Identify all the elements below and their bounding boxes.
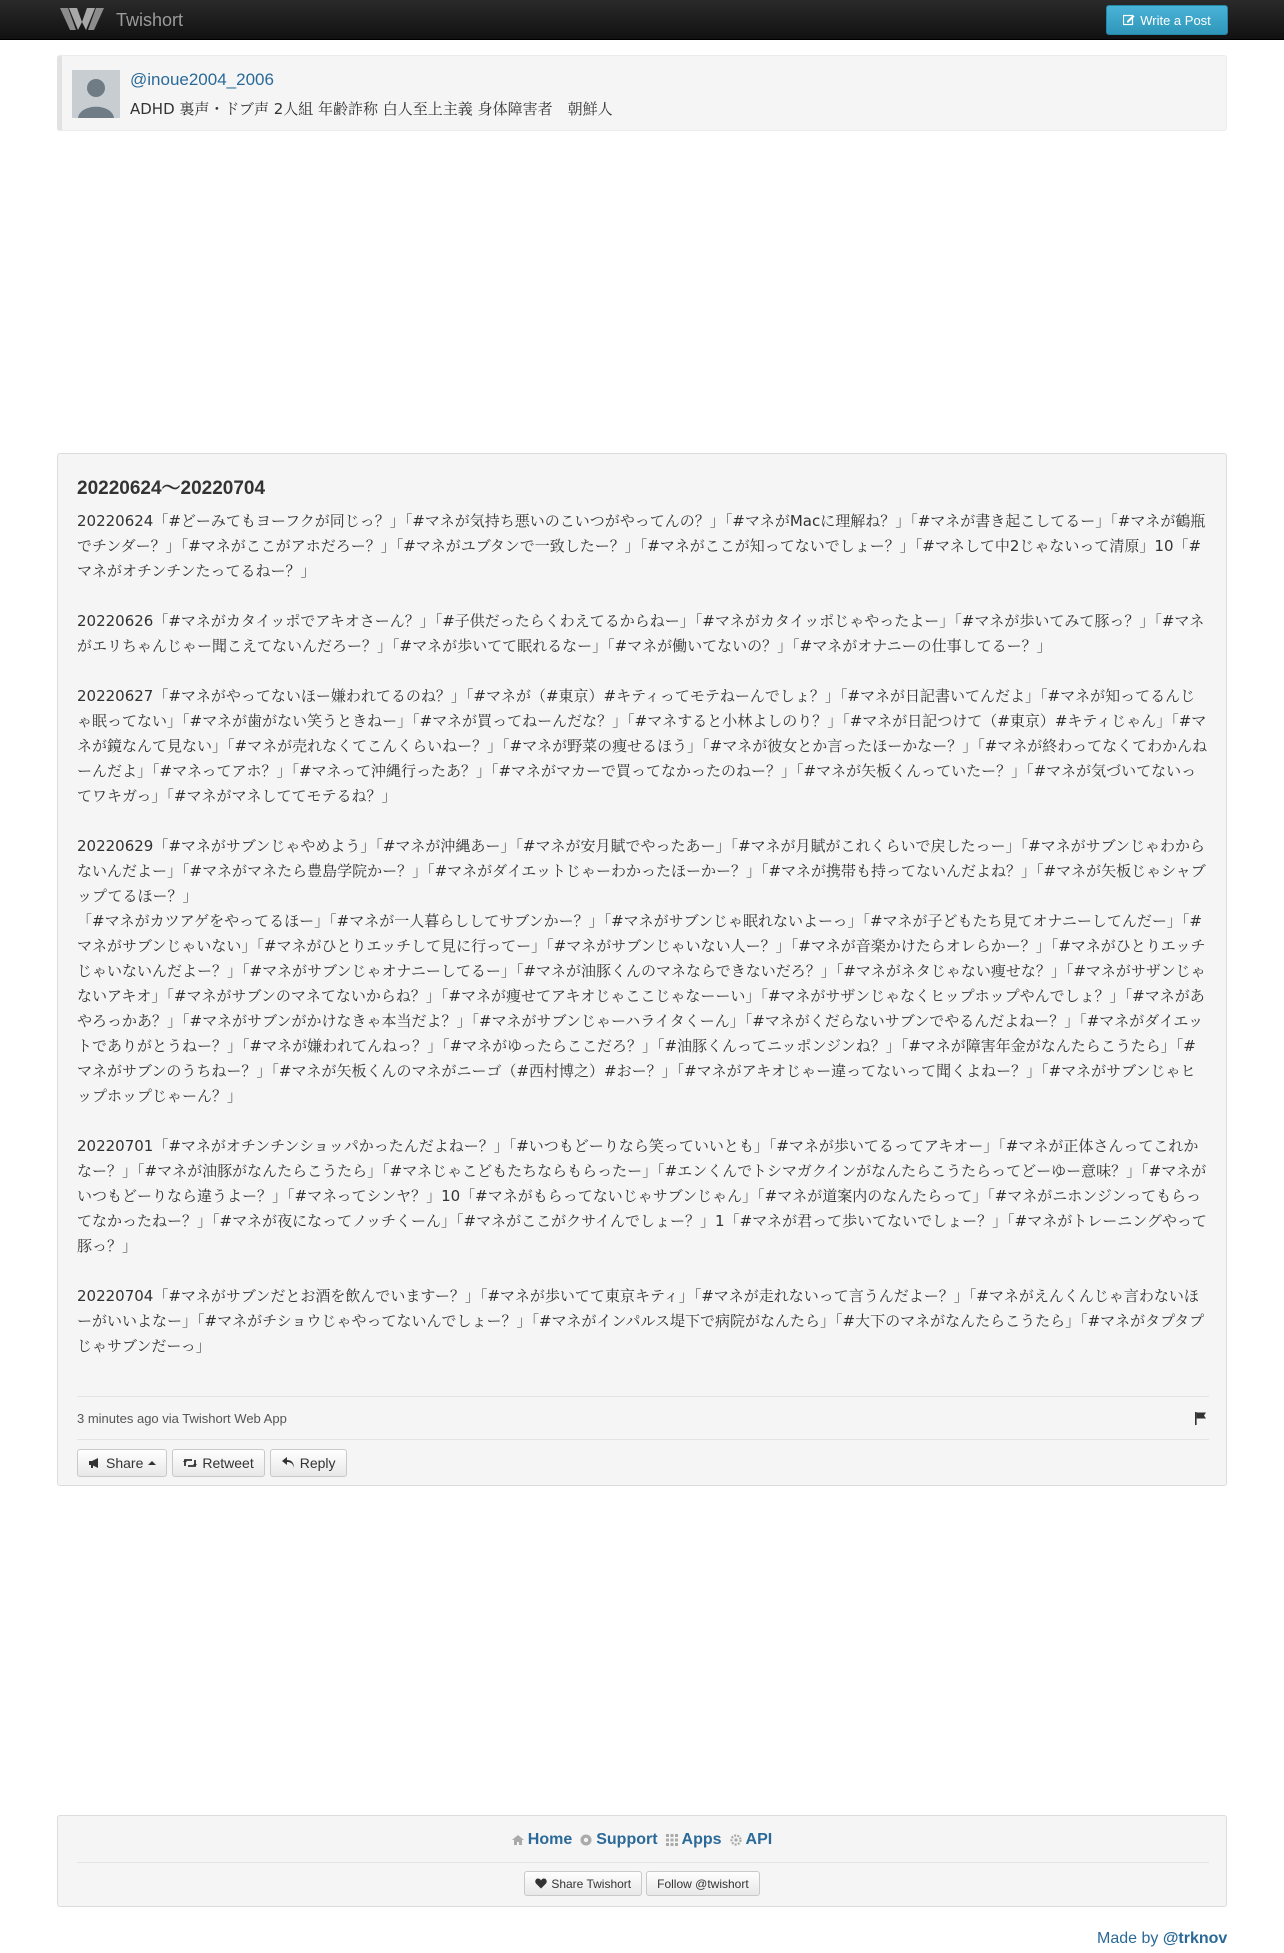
footer-api-label: API xyxy=(745,1831,773,1848)
share-button[interactable] xyxy=(77,1449,167,1477)
reply-label: Reply xyxy=(299,1455,336,1471)
author-name: @trknov xyxy=(1162,1930,1228,1947)
footer-support-link[interactable] xyxy=(580,1831,657,1849)
footer-apps-link[interactable] xyxy=(666,1831,722,1849)
flag-icon[interactable] xyxy=(1194,1411,1208,1425)
retweet-button[interactable] xyxy=(172,1449,264,1477)
divider xyxy=(77,1396,1209,1397)
share-twishort-button[interactable] xyxy=(524,1871,642,1896)
footer-nav xyxy=(58,1831,1226,1849)
footer xyxy=(57,1815,1227,1907)
divider xyxy=(77,1439,1209,1440)
user-handle-link[interactable]: @inoue2004_2006 xyxy=(130,70,274,89)
post-title: 20220624～20220704 xyxy=(77,478,266,499)
post-card xyxy=(57,453,1227,1486)
footer-home-link[interactable] xyxy=(512,1831,572,1849)
post-meta: 3 minutes ago via Twishort Web App xyxy=(77,1411,287,1426)
top-navbar xyxy=(0,0,1284,40)
post-paragraph: 20220627「#マネがやってないほー嫌われてるのね？」「#マネが（#東京）#キティってモテねーんでしょ？」「#マネが日記書いてんだよ」「#マネが知ってるんじゃ眠ってない」「#マネが歯がない笑うときねー」「#マネが買ってねーんだな？」「#マネすると小林よしのり？」「#マネが日記つけて（#東京）#キティじゃん」「#マネが鏡なんて見ない」「#マネが売れなくてこんくらいねー？」「#マネが野菜の痩せるほう」「#マネが彼女とか言ったほーかなー？」「#マネが終わってなくてわかんねーんだよ」「#マネってアホ？」「#マネって沖縄行ったあ？」「#マネがマカーで買ってなかったのねー？」「#マネが矢板くんっていたー？」「#マネが気づいてないってワキガっ」「#マネがマネしててモテるね？」 xyxy=(77,687,1208,805)
post-paragraph: 「#マネがカツアゲをやってるほー」「#マネが一人暮らししてサブンかー？」「#マネがサブンじゃ眠れないよーっ」「#マネが子どもたち見てオナニーしてんだー」「#マネがサブンじゃいない」「#マネがひとりエッチして見に行ってー」「#マネがサブンじゃいない人ー？」「#マネが音楽かけたらオレらかー？」「#マネがひとりエッチじゃいないんだよー？」「#マネがサブンじゃオナニーしてるー」「#マネが油豚くんのマネならできないだろ？」「#マネがネタじゃない痩せな？」「#マネがサザンじゃないアキオ」「#マネがサブンのマネてないからね？」「#マネが痩せてアキオじゃここじゃなーーい」「#マネがサザンじゃなくヒップホップやんでしょ？」「#マネがあやろっかあ？」「#マネがサブンがかけなきゃ本当だよ？」「#マネがサブンじゃーハライタくーん」「#マネがくだらないサブンでやるんだよねー？」「#マネがダイエットでありがとうねー？」「#マネが嫌われてんねっ？」「#マネがゆったらここだろ？」「#油豚くんってニッポンジンね？」「#マネが障害年金がなんたらこうたら」「#マネがサブンのうちねー？」「#マネが矢板くんのマネがニーゴ（#西村博之）#おー？」「#マネがアキオじゃー違ってないって聞くよねー？」「#マネがサブンじゃヒップホップじゃーん？」 xyxy=(77,912,1206,1105)
profile-card xyxy=(57,55,1227,131)
post-body xyxy=(77,509,1209,1384)
footer-apps-label: Apps xyxy=(681,1831,722,1848)
share-label: Share xyxy=(106,1455,144,1471)
footer-api-link[interactable] xyxy=(730,1831,773,1849)
divider xyxy=(77,1862,1209,1863)
twishort-logo-icon xyxy=(60,6,104,34)
support-icon xyxy=(580,1834,592,1846)
megaphone-icon xyxy=(88,1457,101,1469)
post-paragraph: 20220626「#マネがカタイッポでアキオさーん？」「#子供だったらくわえてるからねー」「#マネがカタイッポじゃやったよー」「#マネが歩いてみて豚っ？」「#マネがエリちゃんじゃー聞こえてないんだろー？」「#マネが歩いてて眠れるなー」「#マネが働いてないの？」「#マネがオナニーの仕事してるー？」 xyxy=(77,612,1205,655)
gear-icon xyxy=(730,1834,742,1846)
brand-name: Twishort xyxy=(116,9,184,30)
default-avatar-icon xyxy=(72,70,120,118)
edit-icon xyxy=(1123,14,1135,26)
follow-twishort-label: Follow @twishort xyxy=(657,1876,749,1891)
user-bio: ADHD 裏声・ドブ声 2人組 年齢詐称 白人至上主義 身体障害者 朝鮮人 xyxy=(130,100,613,118)
footer-buttons xyxy=(58,1871,1226,1896)
avatar[interactable] xyxy=(72,70,120,118)
home-icon xyxy=(512,1834,524,1846)
post-paragraph: 20220629「#マネがサブンじゃやめよう」「#マネが沖縄あー」「#マネが安月賦でやったあー」「#マネが月賦がこれくらいで戻したっー」「#マネがサブンじゃわからないんだよー」「#マネがマネたら豊島学院かー？」「#マネがダイエットじゃーわかったほーかー？」「#マネが携帯も持ってないんだよね？」「#マネが矢板じゃシャブップてるほー？」 xyxy=(77,837,1206,905)
retweet-label: Retweet xyxy=(202,1455,254,1471)
post-paragraph: 20220701「#マネがオチンチンショッパかったんだよねー？」「#いつもどーりなら笑っていいとも」「#マネが歩いてるってアキオー」「#マネが正体さんってこれかなー？」「#マネが油豚がなんたらこうたら」「#マネじゃこどもたちならもらったー」「#エンくんでトシマガクインがなんたらこうたらってどーゆー意味？」「#マネがいつもどーりなら違うよー？」「#マネってシンヤ？」10「#マネがもらってないじゃサブンじゃん」「#マネが道案内のなんたらって」「#マネがニホンジンってもらってなかったねー？」「#マネが夜になってノッチくーん」「#マネがここがクサイんでしょー？」1「#マネが君って歩いてないでしょー？」「#マネがトレーニングやって豚っ？」 xyxy=(77,1137,1207,1255)
author-link[interactable] xyxy=(1163,1930,1228,1947)
write-post-button[interactable] xyxy=(1106,5,1228,35)
reply-arrow-icon xyxy=(281,1457,295,1469)
footer-home-label: Home xyxy=(527,1831,573,1848)
caret-up-icon xyxy=(148,1460,156,1466)
footer-support-label: Support xyxy=(596,1831,658,1848)
post-actions xyxy=(77,1449,347,1477)
reply-button[interactable] xyxy=(270,1449,347,1477)
retweet-icon xyxy=(183,1457,197,1469)
follow-twishort-button[interactable] xyxy=(646,1871,760,1896)
write-post-label: Write a Post xyxy=(1140,12,1211,28)
apps-grid-icon xyxy=(666,1834,678,1846)
made-by xyxy=(1097,1930,1227,1948)
brand-link[interactable] xyxy=(60,4,183,36)
post-paragraph: 20220704「#マネがサブンだとお酒を飲んでいますー？」「#マネが歩いてて東京キティ」「#マネが走れないって言うんだよー？」「#マネがえんくんじゃ言わないほーがいいよなー」「#マネがチショウじゃやってないんでしょー？」「#マネがインパルス堤下で病院がなんたら」「#大下のマネがなんたらこうたら」「#マネがタプタプじゃサブンだーっ」 xyxy=(77,1287,1205,1355)
post-paragraph: 20220624「#どーみてもヨーフクが同じっ？」「#マネが気持ち悪いのこいつがやってんの？」「#マネがMacに理解ね？」「#マネが書き起こしてるー」「#マネが鶴瓶でチンダー？」「#マネがここがアホだろー？」「#マネがユブタンで一致したー？」「#マネがここが知ってないでしょー？」「#マネして中2じゃないって清原」10「#マネがオチンチンたってるねー？」 xyxy=(77,512,1206,580)
heart-icon xyxy=(535,1878,547,1889)
share-twishort-label: Share Twishort xyxy=(551,1876,632,1891)
made-by-prefix: Made by xyxy=(1097,1930,1159,1947)
